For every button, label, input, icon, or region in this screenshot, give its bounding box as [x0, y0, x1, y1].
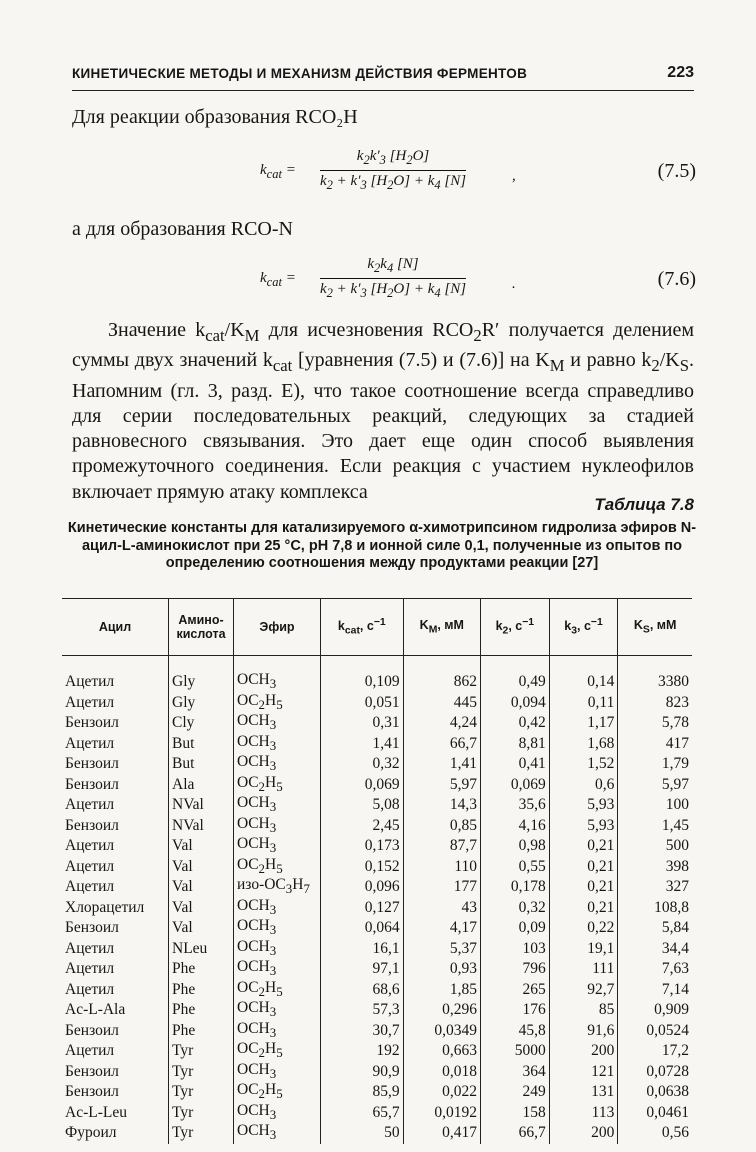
equation-7-6-numerator: $k_2k_4$ [N]: [320, 256, 466, 279]
cell-acyl: Бензоил: [65, 755, 119, 773]
cell-k3: 5,93: [549, 795, 618, 816]
cell-acyl: Бензоил: [65, 775, 119, 793]
cell-ks: 108,8: [618, 898, 692, 919]
cell-k3: 0,21: [549, 898, 618, 919]
cell-kcat: 97,1: [321, 959, 404, 980]
equation-7-6: [260, 256, 696, 306]
cell-k2: 0,98: [481, 836, 550, 857]
body-paragraph: [72, 318, 694, 505]
cell-acyl: Бензоил: [65, 919, 119, 937]
cell-ks: 100: [618, 795, 692, 816]
cell-km: 0,296: [403, 1000, 480, 1021]
cell-amino-acid: Phe: [169, 959, 234, 980]
cell-km: 66,7: [403, 734, 480, 755]
cell-km: 0,85: [403, 816, 480, 837]
table-row: [62, 939, 692, 960]
table-row: [62, 775, 692, 796]
cell-km: 1,41: [403, 754, 480, 775]
cell-km: 4,17: [403, 918, 480, 939]
cell-kcat: 0,096: [321, 877, 404, 898]
cell-ks: 327: [618, 877, 692, 898]
cell-k2: 0,069: [481, 775, 550, 796]
cell-kcat: 0,31: [321, 713, 404, 734]
equation-7-5-number: (7.5): [657, 160, 696, 182]
cell-ester: $OCH_3$: [234, 713, 321, 734]
cell-km: 87,7: [403, 836, 480, 857]
cell-kcat: 1,41: [321, 734, 404, 755]
table-row: [62, 836, 692, 857]
cell-ester: $OCH_3$: [234, 898, 321, 919]
cell-ks: 5,84: [618, 918, 692, 939]
cell-k3: 0,14: [549, 656, 618, 693]
cell-ester: $OC_2H_5$: [234, 775, 321, 796]
cell-amino-acid: Cly: [169, 713, 234, 734]
cell-ks: 7,63: [618, 959, 692, 980]
cell-ks: 500: [618, 836, 692, 857]
equation-7-6-lhs: $k_{cat}$ =: [260, 270, 296, 289]
cell-k2: 0,42: [481, 713, 550, 734]
intro-line-2: а для образования RCO-N: [72, 218, 293, 240]
cell-amino-acid: Val: [169, 836, 234, 857]
cell-km: 0,93: [403, 959, 480, 980]
cell-acyl: Ацетил: [65, 693, 115, 711]
cell-ester: $OCH_3$: [234, 656, 321, 693]
cell-km: 177: [403, 877, 480, 898]
cell-kcat: 0,127: [321, 898, 404, 919]
cell-k2: 796: [481, 959, 550, 980]
cell-ester: $OCH_3$: [234, 734, 321, 755]
cell-km: 4,24: [403, 713, 480, 734]
cell-kcat: 90,9: [321, 1062, 404, 1083]
cell-ks: 0,0638: [618, 1082, 692, 1103]
equation-7-5-denominator: $k_2 + k'_3$ $[H_2O] + k_4$ [N]: [320, 173, 467, 192]
cell-acyl: Бензоил: [65, 1021, 119, 1039]
cell-amino-acid: Val: [169, 857, 234, 878]
equation-7-5: [260, 148, 696, 198]
equation-7-6-punct: .: [512, 276, 516, 292]
equation-7-6-denominator: $k_2 + k'_3$ $[H_2O] + k_4$ [N]: [320, 281, 467, 300]
cell-ks: 0,0524: [618, 1021, 692, 1042]
cell-amino-acid: Tyr: [169, 1123, 234, 1144]
cell-amino-acid: But: [169, 754, 234, 775]
header-kcat: $k_{cat}$, $с^{-1}$: [321, 599, 404, 656]
cell-ester: $OCH_3$: [234, 1123, 321, 1144]
table-row: [62, 754, 692, 775]
cell-k2: 4,16: [481, 816, 550, 837]
cell-acyl: Ацетил: [65, 796, 115, 814]
table-row: [62, 918, 692, 939]
cell-acyl: Ацетил: [65, 734, 115, 752]
cell-k2: 176: [481, 1000, 550, 1021]
cell-k3: 92,7: [549, 980, 618, 1001]
cell-k3: 1,68: [549, 734, 618, 755]
cell-amino-acid: Tyr: [169, 1041, 234, 1062]
table-description: Кинетические константы для катализируемого α-химотрипсином гидролиза эфиров N-ацил-L-аминокислот при 25 °С, pH 7,8 и ионной силе 0,1, полученные из опытов по определению соотношения между продуктами реакции [27]: [67, 520, 697, 571]
table-row: [62, 816, 692, 837]
cell-k3: 0,22: [549, 918, 618, 939]
cell-k3: 5,93: [549, 816, 618, 837]
table-row: [62, 713, 692, 734]
cell-ks: 417: [618, 734, 692, 755]
cell-ester: $OCH_3$: [234, 939, 321, 960]
cell-k2: 0,178: [481, 877, 550, 898]
equation-7-5-lhs: $k_{cat}$ =: [260, 162, 296, 181]
cell-km: 14,3: [403, 795, 480, 816]
cell-k3: 131: [549, 1082, 618, 1103]
cell-amino-acid: Tyr: [169, 1103, 234, 1124]
table-row: [62, 959, 692, 980]
cell-acyl: Фуроил: [65, 1124, 117, 1142]
cell-k3: 0,21: [549, 857, 618, 878]
cell-k3: 85: [549, 1000, 618, 1021]
cell-km: 5,37: [403, 939, 480, 960]
cell-ks: 0,909: [618, 1000, 692, 1021]
cell-kcat: 50: [321, 1123, 404, 1144]
cell-k3: 111: [549, 959, 618, 980]
cell-amino-acid: Val: [169, 918, 234, 939]
paragraph-text: Значение $k_{cat}/K_M$ для исчезновения $RCO_2R'$ получается делением суммы двух значений $k_{cat}$ [уравнения (7.5) и (7.6)] на $K_M$ и равно $k_2/K_S$. Напомним (гл. 3, разд. Е), что такое соотношение всегда справедливо для серии последовательных реакций, следующих за стадией равновесного связывания. Это дает еще один способ выявления промежуточного соединения. Если реакция с участием нуклеофилов включает прямую атаку комплекса: [72, 319, 695, 503]
cell-k3: 1,17: [549, 713, 618, 734]
cell-kcat: 5,08: [321, 795, 404, 816]
running-title: КИНЕТИЧЕСКИЕ МЕТОДЫ И МЕХАНИЗМ ДЕЙСТВИЯ ФЕРМЕНТОВ: [72, 66, 528, 81]
cell-ks: 1,45: [618, 816, 692, 837]
cell-km: 1,85: [403, 980, 480, 1001]
table-row: [62, 1021, 692, 1042]
cell-k3: 91,6: [549, 1021, 618, 1042]
cell-kcat: 2,45: [321, 816, 404, 837]
cell-k2: 45,8: [481, 1021, 550, 1042]
cell-k2: 103: [481, 939, 550, 960]
equation-7-5-fraction: [320, 148, 466, 193]
cell-k3: 113: [549, 1103, 618, 1124]
running-header: [72, 64, 694, 91]
table-row: [62, 656, 692, 693]
cell-acyl: Ацетил: [65, 857, 115, 875]
cell-k2: 35,6: [481, 795, 550, 816]
cell-kcat: 0,064: [321, 918, 404, 939]
cell-amino-acid: NLeu: [169, 939, 234, 960]
cell-amino-acid: Val: [169, 877, 234, 898]
cell-kcat: 16,1: [321, 939, 404, 960]
header-ester: Эфир: [234, 599, 321, 656]
cell-k2: 364: [481, 1062, 550, 1083]
cell-amino-acid: Phe: [169, 1000, 234, 1021]
table-row: [62, 1000, 692, 1021]
cell-kcat: 0,173: [321, 836, 404, 857]
cell-ks: 3380: [618, 656, 692, 693]
cell-ester: $OCH_3$: [234, 1103, 321, 1124]
page-number: 223: [667, 64, 694, 81]
table-row: [62, 1082, 692, 1103]
cell-acyl: Бензоил: [65, 816, 119, 834]
cell-km: 5,97: [403, 775, 480, 796]
cell-ester: $OC_2H_5$: [234, 693, 321, 714]
cell-ks: 34,4: [618, 939, 692, 960]
cell-amino-acid: But: [169, 734, 234, 755]
cell-ks: 823: [618, 693, 692, 714]
equation-7-6-fraction: [320, 256, 466, 301]
cell-km: 0,0192: [403, 1103, 480, 1124]
table-row: [62, 898, 692, 919]
table-row: [62, 1103, 692, 1124]
cell-kcat: 0,152: [321, 857, 404, 878]
equation-7-6-number: (7.6): [657, 268, 696, 290]
cell-k2: 0,41: [481, 754, 550, 775]
cell-acyl: Ac-L-Ala: [65, 1001, 126, 1019]
header-ks: $K_S$, мМ: [618, 599, 692, 656]
cell-amino-acid: NVal: [169, 795, 234, 816]
cell-ester: $OCH_3$: [234, 836, 321, 857]
cell-k2: 0,32: [481, 898, 550, 919]
cell-acyl: Ацетил: [65, 1042, 115, 1060]
cell-amino-acid: Gly: [169, 693, 234, 714]
cell-acyl: Ацетил: [65, 960, 115, 978]
cell-km: 862: [403, 656, 480, 693]
cell-amino-acid: NVal: [169, 816, 234, 837]
table-row: [62, 693, 692, 714]
cell-ester: $OCH_3$: [234, 754, 321, 775]
cell-amino-acid: Phe: [169, 1021, 234, 1042]
cell-k2: 0,09: [481, 918, 550, 939]
header-k2: $k_2$, $с^{-1}$: [481, 599, 550, 656]
cell-ester: $OCH_3$: [234, 1062, 321, 1083]
cell-km: 0,417: [403, 1123, 480, 1144]
cell-k2: 249: [481, 1082, 550, 1103]
header-amino-acid: Амино-кислота: [169, 599, 234, 656]
cell-km: 0,022: [403, 1082, 480, 1103]
cell-k3: 121: [549, 1062, 618, 1083]
table-row: [62, 1062, 692, 1083]
cell-ks: 398: [618, 857, 692, 878]
cell-ester: $OCH_3$: [234, 816, 321, 837]
cell-km: 445: [403, 693, 480, 714]
cell-acyl: Ацетил: [65, 939, 115, 957]
cell-acyl: Бензоил: [65, 1083, 119, 1101]
table-row: [62, 857, 692, 878]
cell-acyl: Ацетил: [65, 878, 115, 896]
cell-amino-acid: Ala: [169, 775, 234, 796]
cell-k3: 0,6: [549, 775, 618, 796]
cell-kcat: 0,109: [321, 656, 404, 693]
cell-ester: $OCH_3$: [234, 795, 321, 816]
table-row: [62, 877, 692, 898]
table-row: [62, 1123, 692, 1144]
cell-km: 0,0349: [403, 1021, 480, 1042]
cell-ester: $OCH_3$: [234, 918, 321, 939]
cell-k2: 8,81: [481, 734, 550, 755]
table-caption: Таблица 7.8: [594, 495, 694, 514]
cell-ester: $OCH_3$: [234, 1021, 321, 1042]
cell-ester: изо-$OC_3H_7$: [234, 877, 321, 898]
header-km: $K_M$, мМ: [403, 599, 480, 656]
cell-km: 0,018: [403, 1062, 480, 1083]
cell-k2: 265: [481, 980, 550, 1001]
cell-ks: 17,2: [618, 1041, 692, 1062]
cell-acyl: Ацетил: [65, 673, 115, 691]
cell-kcat: 68,6: [321, 980, 404, 1001]
cell-k2: 158: [481, 1103, 550, 1124]
cell-kcat: 57,3: [321, 1000, 404, 1021]
cell-ks: 0,0461: [618, 1103, 692, 1124]
cell-ester: $OCH_3$: [234, 959, 321, 980]
cell-km: 0,663: [403, 1041, 480, 1062]
cell-amino-acid: Phe: [169, 980, 234, 1001]
header-acyl: Ацил: [62, 599, 169, 656]
cell-k2: 5000: [481, 1041, 550, 1062]
cell-ks: 1,79: [618, 754, 692, 775]
table-body: [62, 656, 692, 1144]
cell-k3: 0,21: [549, 836, 618, 857]
table-row: [62, 980, 692, 1001]
cell-k2: 0,094: [481, 693, 550, 714]
cell-acyl: Ацетил: [65, 980, 115, 998]
cell-ks: 0,56: [618, 1123, 692, 1144]
cell-ks: 5,78: [618, 713, 692, 734]
cell-k3: 200: [549, 1123, 618, 1144]
cell-ester: $OCH_3$: [234, 1000, 321, 1021]
cell-kcat: 0,32: [321, 754, 404, 775]
cell-k3: 0,11: [549, 693, 618, 714]
cell-kcat: 30,7: [321, 1021, 404, 1042]
cell-k2: 66,7: [481, 1123, 550, 1144]
cell-acyl: Хлорацетил: [65, 898, 145, 916]
cell-ester: $OC_2H_5$: [234, 1082, 321, 1103]
table-row: [62, 734, 692, 755]
equation-7-5-punct: ,: [512, 168, 516, 184]
cell-amino-acid: Val: [169, 898, 234, 919]
cell-acyl: Бензоил: [65, 1062, 119, 1080]
cell-ester: $OC_2H_5$: [234, 857, 321, 878]
cell-ester: $OC_2H_5$: [234, 1041, 321, 1062]
cell-k3: 0,21: [549, 877, 618, 898]
cell-amino-acid: Tyr: [169, 1082, 234, 1103]
cell-ks: 7,14: [618, 980, 692, 1001]
cell-ester: $OC_2H_5$: [234, 980, 321, 1001]
cell-km: 43: [403, 898, 480, 919]
kinetics-table: [62, 598, 692, 1144]
table-header-row: [62, 599, 692, 656]
cell-k2: 0,49: [481, 656, 550, 693]
header-k3: $k_3$, $с^{-1}$: [549, 599, 618, 656]
cell-k2: 0,55: [481, 857, 550, 878]
cell-k3: 1,52: [549, 754, 618, 775]
cell-ks: 0,0728: [618, 1062, 692, 1083]
table-row: [62, 1041, 692, 1062]
cell-acyl: Ацетил: [65, 837, 115, 855]
cell-kcat: 65,7: [321, 1103, 404, 1124]
cell-kcat: 0,051: [321, 693, 404, 714]
cell-k3: 200: [549, 1041, 618, 1062]
cell-kcat: 85,9: [321, 1082, 404, 1103]
cell-kcat: 0,069: [321, 775, 404, 796]
equation-7-5-numerator: $k_2k'_3$ $[H_2O]$: [320, 148, 466, 171]
cell-amino-acid: Gly: [169, 656, 234, 693]
cell-kcat: 192: [321, 1041, 404, 1062]
cell-ks: 5,97: [618, 775, 692, 796]
cell-acyl: Бензоил: [65, 714, 119, 732]
cell-amino-acid: Tyr: [169, 1062, 234, 1083]
cell-k3: 19,1: [549, 939, 618, 960]
table-row: [62, 795, 692, 816]
cell-km: 110: [403, 857, 480, 878]
intro-line-1: Для реакции образования RCO₂H: [72, 106, 358, 128]
cell-acyl: Ac-L-Leu: [65, 1103, 127, 1121]
